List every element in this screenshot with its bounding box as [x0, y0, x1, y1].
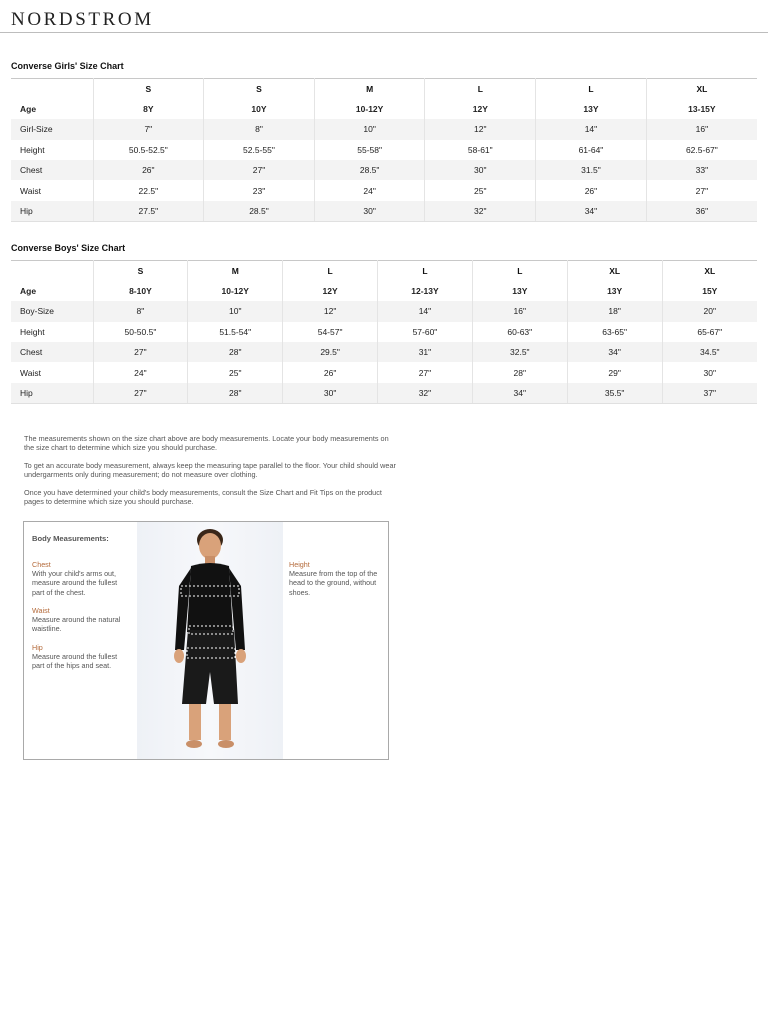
table-cell: 58-61" [425, 140, 536, 160]
table-row [11, 342, 757, 362]
row-label: Waist [20, 185, 41, 196]
table-cell: 8-10Y [93, 281, 188, 301]
table-cell: 14" [536, 119, 647, 139]
table-cell: 65-67" [662, 322, 757, 342]
row-label: Girl-Size [11, 119, 93, 139]
table-cell: 30" [283, 383, 378, 403]
table-cell: 12" [283, 301, 378, 321]
table-cell: 62.5-67" [646, 140, 757, 160]
table-cell: 55-58" [314, 140, 425, 160]
table-cell: 34" [536, 201, 647, 221]
table-cell: 27" [93, 342, 188, 362]
girls-size-table [11, 78, 757, 222]
table-cell: 30" [314, 201, 425, 221]
height-text: Measure from the top of the head to the ground, without shoes. [289, 569, 378, 597]
table-row [11, 281, 757, 301]
size-header-cell: XL [567, 261, 662, 281]
row-label: Chest [11, 342, 93, 362]
row-label: Waist [20, 367, 41, 378]
table-cell: 22.5" [93, 180, 204, 200]
table-cell: 54-57" [283, 322, 378, 342]
size-header-cell [11, 79, 93, 99]
table-row [11, 322, 757, 342]
table-cell: 32" [378, 383, 473, 403]
brand-logo[interactable]: NORDSTROM [11, 9, 154, 30]
girls-chart-title: Converse Girls' Size Chart [11, 61, 124, 71]
table-cell: 25" [188, 362, 283, 382]
size-header-cell: S [204, 79, 315, 99]
guide-title: Body Measurements: [32, 534, 109, 543]
table-cell: 50.5-52.5" [93, 140, 204, 160]
table-cell: 36" [646, 201, 757, 221]
row-label: Chest [11, 160, 93, 180]
table-cell: 28" [472, 362, 567, 382]
girls-header-row [11, 79, 757, 99]
height-instructions [289, 560, 385, 597]
table-cell: 16" [472, 301, 567, 321]
table-cell: 26" [283, 362, 378, 382]
table-cell: 15Y [662, 281, 757, 301]
table-cell: 12Y [425, 99, 536, 119]
table-cell: 35.5" [567, 383, 662, 403]
body-measurement-guide [23, 521, 389, 760]
height-heading: Height [289, 560, 310, 569]
table-cell: 27" [378, 362, 473, 382]
boys-header-row [11, 261, 757, 281]
size-header-cell [11, 261, 93, 281]
table-row [11, 201, 757, 221]
table-cell: 24" [314, 180, 425, 200]
table-cell: 23" [204, 180, 315, 200]
table-row [11, 362, 757, 382]
table-cell: 34" [472, 383, 567, 403]
hip-heading: Hip [32, 643, 43, 652]
table-cell: 34.5" [662, 342, 757, 362]
table-cell: 32.5" [472, 342, 567, 362]
table-cell: 52.5-55" [204, 140, 315, 160]
table-cell: 7" [93, 119, 204, 139]
row-label: Age [20, 104, 37, 115]
table-cell: 25" [425, 180, 536, 200]
row-label: Hip [11, 201, 93, 221]
table-cell: 37" [662, 383, 757, 403]
table-cell: 31.5" [536, 160, 647, 180]
table-cell: 30" [662, 362, 757, 382]
table-cell: 27" [204, 160, 315, 180]
hip-instructions [32, 643, 130, 671]
table-cell: 10-12Y [314, 99, 425, 119]
size-header-cell: M [314, 79, 425, 99]
size-header-cell: L [472, 261, 567, 281]
size-header-cell: XL [662, 261, 757, 281]
measurement-notes [24, 434, 399, 515]
row-label: Hip [11, 383, 93, 403]
boys-chart-title: Converse Boys' Size Chart [11, 243, 126, 253]
table-cell: 12-13Y [378, 281, 473, 301]
table-cell: 51.5-54" [188, 322, 283, 342]
table-cell: 34" [567, 342, 662, 362]
size-header-cell: L [378, 261, 473, 281]
table-cell: 10-12Y [188, 281, 283, 301]
child-model-illustration [137, 522, 283, 759]
table-cell: 10" [188, 301, 283, 321]
table-row [11, 160, 757, 180]
table-cell: 24" [93, 362, 188, 382]
table-cell: 60-63" [472, 322, 567, 342]
table-row [11, 180, 757, 200]
table-cell: 27" [646, 180, 757, 200]
table-cell: 28.5" [204, 201, 315, 221]
table-cell: 12" [425, 119, 536, 139]
table-cell: 32" [425, 201, 536, 221]
table-cell: 8" [93, 301, 188, 321]
table-row [11, 99, 757, 119]
table-cell: 28" [188, 383, 283, 403]
row-label: Height [20, 326, 45, 337]
table-cell: 29.5" [283, 342, 378, 362]
table-cell: 26" [93, 160, 204, 180]
size-header-cell: M [188, 261, 283, 281]
size-header-cell: XL [646, 79, 757, 99]
size-header-cell: L [425, 79, 536, 99]
table-cell: 28.5" [314, 160, 425, 180]
table-cell: 27" [93, 383, 188, 403]
table-cell: 57-60" [378, 322, 473, 342]
table-cell: 29" [567, 362, 662, 382]
table-cell: 27.5" [93, 201, 204, 221]
row-label: Age [20, 286, 37, 297]
chest-instructions [32, 560, 130, 597]
table-row [11, 383, 757, 403]
chest-text: With your child's arms out, measure around the fullest part of the chest. [32, 569, 118, 597]
size-header-cell: S [93, 261, 188, 281]
table-cell: 63-65" [567, 322, 662, 342]
boys-size-table [11, 260, 757, 404]
note-paragraph: To get an accurate body measurement, always keep the measuring tape parallel to the floor. Your child should wear undergarments only during measurement; do not measure over clothing. [24, 461, 396, 479]
table-cell: 26" [536, 180, 647, 200]
table-cell: 13Y [472, 281, 567, 301]
note-paragraph: Once you have determined your child's body measurements, consult the Size Chart and Fit Tips on the product pages to determine which size you should purchase. [24, 488, 382, 506]
table-cell: 30" [425, 160, 536, 180]
row-label: Height [20, 144, 45, 155]
table-cell: 10Y [204, 99, 315, 119]
table-cell: 13Y [567, 281, 662, 301]
chest-heading: Chest [32, 560, 51, 569]
table-cell: 28" [188, 342, 283, 362]
table-cell: 10" [314, 119, 425, 139]
size-header-cell: L [536, 79, 647, 99]
hip-text: Measure around the fullest part of the hips and seat. [32, 652, 118, 671]
table-cell: 16" [646, 119, 757, 139]
table-cell: 13-15Y [646, 99, 757, 119]
table-cell: 13Y [536, 99, 647, 119]
table-cell: 61-64" [536, 140, 647, 160]
table-row [11, 301, 757, 321]
child-model-photo [137, 522, 283, 759]
table-cell: 20" [662, 301, 757, 321]
table-cell: 33" [646, 160, 757, 180]
table-cell: 12Y [283, 281, 378, 301]
table-row [11, 140, 757, 160]
row-label: Boy-Size [11, 301, 93, 321]
table-cell: 8Y [93, 99, 204, 119]
table-row [11, 119, 757, 139]
size-header-cell: L [283, 261, 378, 281]
waist-heading: Waist [32, 606, 50, 615]
size-header-cell: S [93, 79, 204, 99]
note-paragraph: The measurements shown on the size chart above are body measurements. Locate your body measurements on the size chart to determine which size you should purchase. [24, 434, 389, 452]
table-cell: 18" [567, 301, 662, 321]
table-cell: 50-50.5" [93, 322, 188, 342]
table-cell: 31" [378, 342, 473, 362]
waist-instructions [32, 606, 130, 634]
header-divider [0, 32, 768, 33]
table-cell: 8" [204, 119, 315, 139]
waist-text: Measure around the natural waistline. [32, 615, 121, 634]
table-cell: 14" [378, 301, 473, 321]
